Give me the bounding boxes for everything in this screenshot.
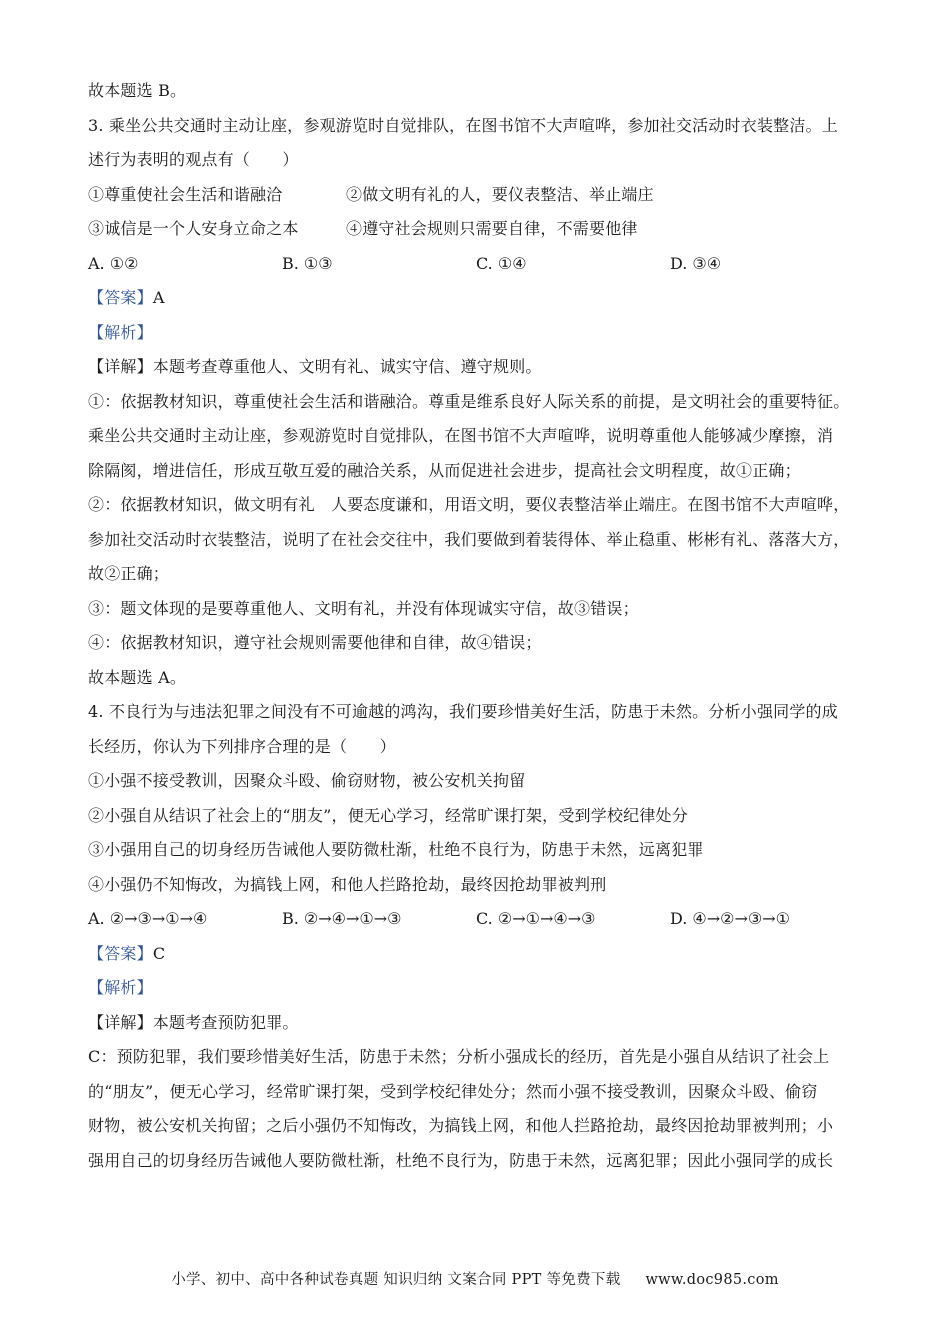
page-footer [0, 1268, 950, 1289]
footer-link[interactable]: www.doc985.com [645, 1272, 779, 1288]
paragraph-line: 强用自己的切身经历告诫他人要防微杜渐，杜绝不良行为，防患于未然，远离犯罪；因此小强同学的成长 [88, 1150, 834, 1170]
analysis-tag: 【解析】 [88, 322, 153, 342]
answer-tag: 【答案】 [88, 288, 153, 307]
question-3-item-1: ①尊重使社会生活和谐融洽 [88, 184, 283, 204]
question-3-item-2: ②做文明有礼的人，要仪表整洁、举止端庄 [346, 184, 654, 204]
question-3-analysis [88, 316, 868, 351]
paragraph-line: ④：依据教材知识，遵守社会规则需要他律和自律，故④错误； [88, 633, 542, 652]
paragraph-line: ③：题文体现的是要尊重他人、文明有礼，并没有体现诚实守信，故③错误； [88, 598, 639, 618]
question-4-item-4: ④小强仍不知悔改，为搞钱上网，和他人拦路抢劫，最终因抢劫罪被判刑 [88, 874, 607, 894]
question-3-items-row-2 [88, 212, 868, 247]
question-3-item-3: ③诚信是一个人安身立命之本 [88, 219, 299, 238]
option-b: B. ②→④→①→③ [282, 909, 402, 928]
question-3-item-4: ④遵守社会规则只需要自律，不需要他律 [346, 219, 638, 238]
option-a: A. ①② [88, 253, 139, 273]
analysis-tag: 【解析】 [88, 978, 153, 997]
question-4-answer [88, 937, 868, 972]
option-c: C. ①④ [476, 253, 527, 273]
text-line: 故本题选 B。 [88, 81, 187, 100]
question-4-stem: 4. 不良行为与违法犯罪之间没有不可逾越的鸿沟，我们要珍惜美好生活，防患于未然。分析小强同学的成 [88, 702, 838, 721]
question-4-stem-cont: 长经历，你认为下列排序合理的是（ ） [88, 736, 396, 756]
question-3-options [88, 247, 868, 282]
question-4-detail: 【详解】本题考查预防犯罪。 [88, 1012, 299, 1032]
paragraph-line: 财物，被公安机关拘留；之后小强仍不知悔改，为搞钱上网，和他人拦路抢劫，最终因抢劫罪被判刑；小 [88, 1116, 834, 1135]
paragraph-line: ①：依据教材知识，尊重使社会生活和谐融洽。尊重是维系良好人际关系的前提，是文明社会的重要特征。 [88, 391, 850, 411]
question-4-item-3: ③小强用自己的切身经历告诫他人要防微杜渐，杜绝不良行为，防患于未然，远离犯罪 [88, 840, 704, 859]
answer-value: C [152, 943, 166, 963]
paragraph-line: 乘坐公共交通时主动让座，参观游览时自觉排队，在图书馆不大声喧哗，说明尊重他人能够减少摩擦，消 [88, 426, 834, 445]
option-b: B. ①③ [282, 253, 333, 273]
option-d: D. ③④ [670, 253, 722, 273]
question-4-options [88, 902, 868, 937]
paragraph-line: 的“朋友”，便无心学习，经常旷课打架，受到学校纪律处分；然而小强不接受教训，因聚众斗殴、偷窃 [88, 1081, 818, 1101]
question-4-item-2: ②小强自从结识了社会上的“朋友”，便无心学习，经常旷课打架，受到学校纪律处分 [88, 805, 688, 825]
question-3-detail: 【详解】本题考查尊重他人、文明有礼、诚实守信、遵守规则。 [88, 357, 542, 376]
question-3-stem: 3. 乘坐公共交通时主动让座，参观游览时自觉排队，在图书馆不大声喧哗，参加社交活动时衣装整洁。上 [88, 115, 838, 135]
answer-value: A [152, 288, 165, 307]
paragraph-line: 参加社交活动时衣装整洁，说明了在社会交往中，我们要做到着装得体、举止稳重、彬彬有礼、落落大方， [88, 529, 850, 549]
paragraph-line: ②：依据教材知识，做文明有礼 人要态度谦和，用语文明，要仪表整洁举止端庄。在图书馆不大声喧哗， [88, 495, 850, 514]
paragraph-line: 故②正确； [88, 564, 170, 583]
question-4-item-1: ①小强不接受教训，因聚众斗殴、偷窃财物，被公安机关拘留 [88, 771, 526, 790]
option-d: D. ④→②→③→① [670, 909, 791, 928]
option-c: C. ②→①→④→③ [476, 909, 596, 928]
option-a: A. ②→③→①→④ [88, 909, 208, 928]
paragraph-line: C：预防犯罪，我们要珍惜美好生活，防患于未然；分析小强成长的经历，首先是小强自从结识了社会上 [88, 1047, 830, 1066]
question-4-analysis [88, 971, 868, 1006]
paragraph-line: 除隔阂，增进信任，形成互敬互爱的融洽关系，从而促进社会进步，提高社会文明程度，故①正确； [88, 460, 801, 480]
question-3-items-row-1 [88, 178, 868, 213]
document-body [88, 74, 868, 1178]
question-3-answer [88, 281, 868, 316]
question-3-stem-cont: 述行为表明的观点有（ ） [88, 150, 299, 169]
answer-tag: 【答案】 [88, 943, 153, 963]
footer-text: 小学、初中、高中各种试卷真题 知识归纳 文案合同 PPT 等免费下载 [171, 1272, 621, 1288]
question-3-conclusion: 故本题选 A。 [88, 667, 187, 687]
